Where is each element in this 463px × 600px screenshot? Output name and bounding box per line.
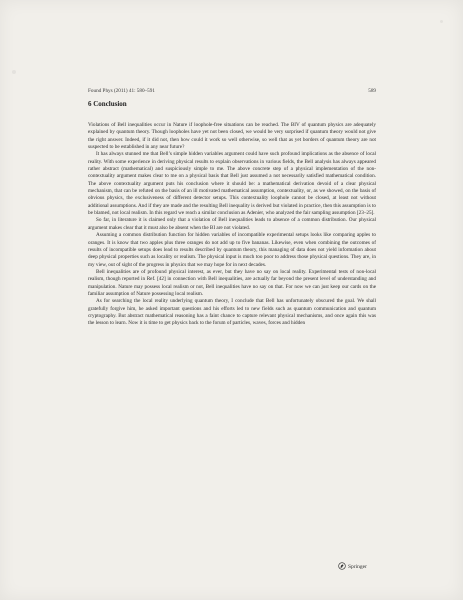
paragraph: So far, in literature it is claimed only that a violation of Bell inequalities leads to absence of a common distribution. Our physical argument makes clear that it must also be absent when the BI are not violated.: [88, 217, 376, 231]
paragraph: As for searching the local reality underlying quantum theory, I conclude that Bell has unfortunately obscured the goal. We shall gratefully forgive him, he asked important questions and his efforts led to new fields such as quantum communication and quantum cryptography. But abstract mathematical reasoning has a faint chance to capture relevant physical mechanisms, and once again this was the lesson to learn. Now it is time to get physics back to the forum of particles, waves, forces and hidden: [88, 298, 376, 327]
paragraph: Bell inequalities are of profound physical interest, as ever, but they have no say on local reality. Experimental tests of non-local realism, though reported in Ref. [42] in connection with Bell inequalities, are actually far beyond the present level of understanding and manipulation. Nature may possess local realism or not, Bell inequalities have no say on that. For now we can just keep our cards on the familiar assumption of Nature possessing local realism.: [88, 268, 376, 297]
paragraph: It has always stunned me that Bell’s simple hidden variables argument could have such profound implications as the absence of local reality. With some experience in deriving physical results to explain observations in various fields, the Bell analysis has always appeared rather abstract (mathematical) and suspiciously simple to me. The above concrete step of a physical implementation of the non-contextuality argument makes clear to me on a physical basis that Bell just assumed a not necessarily satisfied mathematical condition. The above contextuality argument puts his conclusion where it should be: a mathematical derivation devoid of a clear physical mechanism, that can be refuted on the basis of an ill motivated mathematical assumption, contextuality, or, as we showed, on the basis of obvious physics, the exclusiveness of different detector setups. This contextuality loophole cannot be closed, at least not without additional assumptions. And if they are made and the resulting Bell inequality is derived but violated in practice, then this assumption is to be blamed, not local realism. In this regard we reach a similar conclusion as Adenier, who analyzed the fair sampling assumption [23–25].: [88, 151, 376, 217]
scan-speck: [12, 70, 16, 74]
paragraph: Assuming a common distribution function for hidden variables of incompatible experimental setups looks like comparing apples to oranges. It is know that two apples plus three oranges do not add up to five bananas. Likewise, even when combining the outcomes of results of incompatible setups does lead to results described by quantum theory, this managing of data does not yield information about deep physical properties such as locality or realism. The physical input is much too poor to address those physical questions. They are, in my view, out of sight of the progress in physics that we may hope for in next decades.: [88, 232, 376, 268]
journal-citation: Found Phys (2011) 41: 580–591: [88, 88, 155, 94]
publisher-name: Springer: [348, 564, 367, 570]
page-number: 589: [368, 88, 376, 94]
body-text: [88, 122, 376, 328]
publisher-logo: [338, 562, 367, 572]
scan-speck: [440, 20, 443, 23]
section-title: 6 Conclusion: [88, 100, 127, 108]
springer-horse-icon: [338, 562, 346, 572]
paragraph: Violations of Bell inequalities occur in Nature if loophole-free situations can be reached. The BIV of quantum physics are adequately explained by quantum theory. Though loopholes have yet not been closed, we would be very surprised if quantum theory would not give the right answer. Indeed, if it did not, then how could it work so well otherwise, so well that as yet borders of quantum theory are not suspected to be established in any near future?: [88, 122, 376, 151]
running-head: [88, 88, 376, 94]
